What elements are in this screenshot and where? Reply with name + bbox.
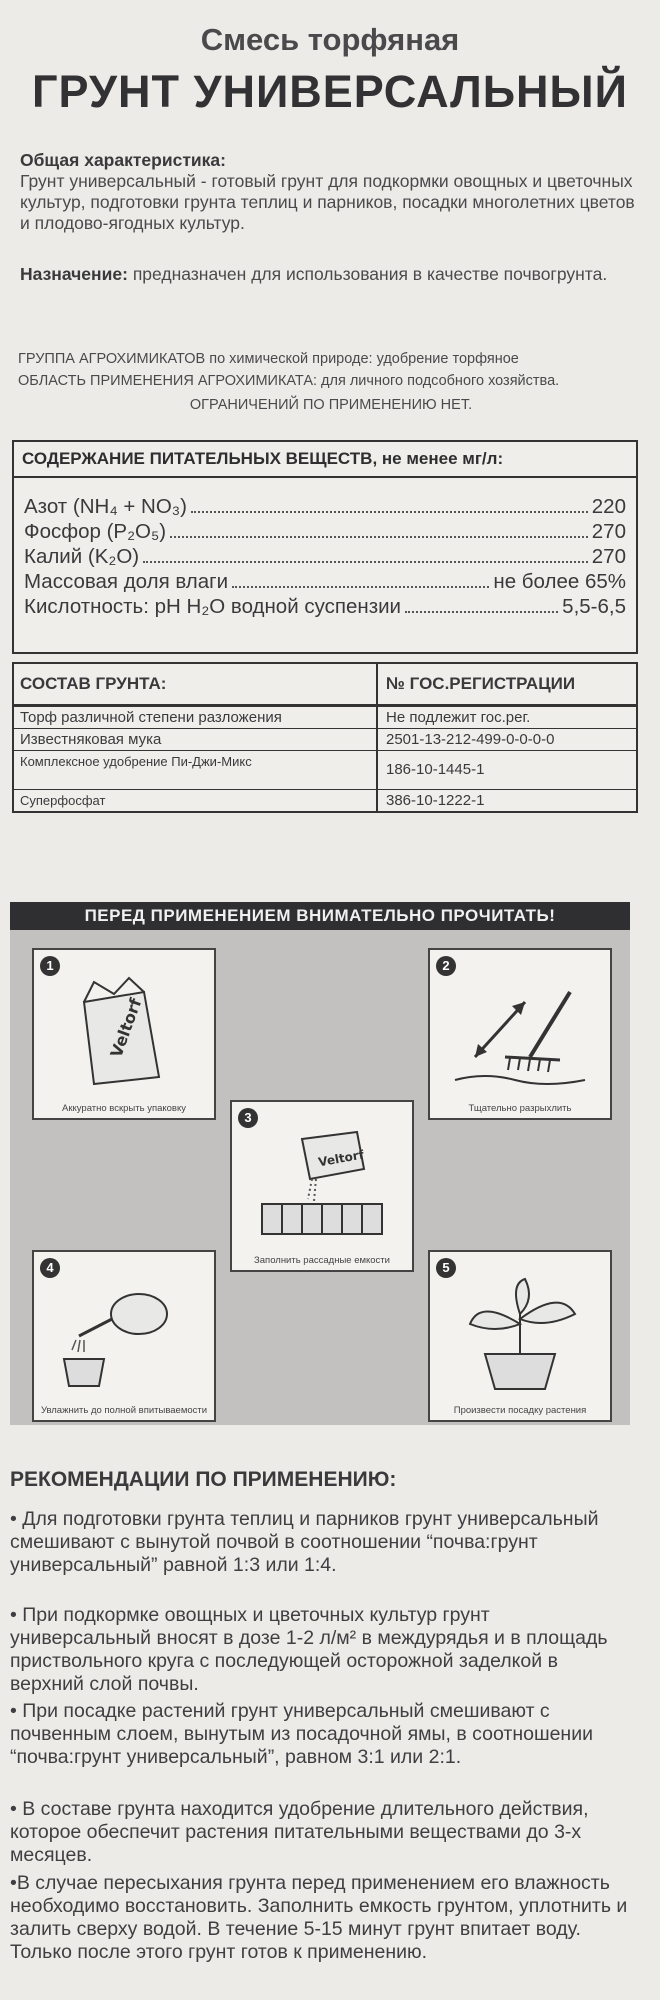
nutrient-row [14,494,636,519]
nutrient-row [14,519,636,544]
product-title: ГРУНТ УНИВЕРСАЛЬНЫЙ [32,66,628,117]
composition-header [14,664,636,706]
warning-banner: ПЕРЕД ПРИМЕНЕНИЕМ ВНИМАТЕЛЬНО ПРОЧИТАТЬ! [10,902,630,930]
composition-reg: 386-10-1222-1 [386,792,485,809]
composition-item: Известняковая мука [14,729,378,750]
recommendation-item: • При подкормке овощных и цветочных культур грунт универсальный вносят в дозе 1-2 л/м² в междурядья и в площадь приствольного круга с последующей осторожной заделкой в верхний слой почвы. [10,1604,608,1695]
nutrient-row [14,569,636,594]
step-number: 5 [436,1258,456,1278]
agro-area: ОБЛАСТЬ ПРИМЕНЕНИЯ АГРОХИМИКАТА: для личного подсобного хозяйства. [18,373,560,389]
nutrients-box [12,440,638,654]
nutrient-value: не более 65% [493,570,626,593]
nutrient-label: Азот (NH₄ + NO₃) [24,495,187,518]
nutrient-label: Массовая доля влаги [24,570,229,593]
general-label: Общая характеристика: [20,150,226,170]
nutrient-value: 5,5-6,5 [562,595,626,618]
rake-icon [450,972,590,1092]
composition-row [14,728,636,750]
general-description [20,150,640,234]
general-text: Грунт универсальный - готовый грунт для подкормки овощных и цветочных культур, подготовки грунта теплиц и парников, посадки многолетних цветов и плодово-ягодных культур. [20,171,635,233]
instructions-grid [10,930,630,1425]
composition-item: Суперфосфат [14,790,378,811]
nutrient-row [14,594,636,619]
seedling-tray-icon [252,1124,392,1244]
step-number: 4 [40,1258,60,1278]
step-open-package [32,948,216,1120]
step-caption: Увлажнить до полной впитываемости [40,1405,208,1416]
opened-bag-icon [54,972,194,1092]
step-caption: Заполнить рассадные емкости [254,1255,390,1266]
step-caption: Аккуратно вскрыть упаковку [62,1103,186,1114]
nutrient-label: Фосфор (P₂O₅) [24,520,167,543]
brand-text: Veltorf [106,995,146,1060]
composition-table [12,662,638,813]
step-fill-containers [230,1100,414,1272]
step-number: 1 [40,956,60,976]
nutrient-label: Калий (K₂O) [24,545,140,568]
composition-reg: 2501-13-212-499-0-0-0-0 [386,731,555,748]
composition-row [14,789,636,811]
recommendations-title: РЕКОМЕНДАЦИИ ПО ПРИМЕНЕНИЮ: [10,1468,397,1491]
composition-col-title: СОСТАВ ГРУНТА: [14,664,378,704]
step-number: 2 [436,956,456,976]
composition-reg: Не подлежит гос.рег. [386,709,531,726]
composition-row [14,750,636,789]
product-subtitle: Смесь торфяная [200,22,460,57]
nutrient-value: 270 [591,520,626,543]
step-plant [428,1250,612,1422]
step-caption: Тщательно разрыхлить [468,1103,572,1114]
step-caption: Произвести посадку растения [453,1405,587,1416]
composition-row [14,706,636,728]
composition-reg: 186-10-1445-1 [386,761,485,778]
step-water [32,1250,216,1422]
nutrient-label: Кислотность: рН H₂O водной суспензии [24,595,401,618]
potted-plant-icon [450,1274,590,1394]
purpose-text: предназначен для использования в качестве почвогрунта. [132,264,608,284]
nutrients-title: СОДЕРЖАНИЕ ПИТАТЕЛЬНЫХ ВЕЩЕСТВ, не менее мг/л: [14,442,636,478]
brand-text: Veltorf [317,1147,365,1170]
agro-group: ГРУППА АГРОХИМИКАТОВ по химической природе: удобрение торфяное [18,351,519,367]
nutrient-value: 270 [591,545,626,568]
agro-limits: ОГРАНИЧЕНИЙ ПО ПРИМЕНЕНИЮ НЕТ. [189,397,473,413]
nutrient-row [14,544,636,569]
recommendation-item: •В случае пересыхания грунта перед применением его влажность необходимо восстановить. Заполнить емкость грунтом, уплотнить и залить сверху водой. В течение 5-15 минут грунт впитает воду. Только после этого грунт готов к применению. [10,1872,628,1963]
watering-can-icon [54,1274,194,1394]
composition-item: Торф различной степени разложения [14,707,378,728]
registration-col-title: № ГОС.РЕГИСТРАЦИИ [386,674,576,693]
purpose-label: Назначение: [20,264,128,284]
step-number: 3 [238,1108,258,1128]
recommendation-item: • В составе грунта находится удобрение длительного действия, которое обеспечит растения питательными веществами до 3-х месяцев. [10,1798,589,1866]
step-loosen [428,948,612,1120]
nutrient-value: 220 [591,495,626,518]
recommendation-item: • Для подготовки грунта теплиц и парников грунт универсальный смешивают с вынутой почвой в соотношении “почва:грунт универсальный” равной 1:3 или 1:4. [10,1508,599,1576]
recommendation-item: • При посадке растений грунт универсальный смешивают с почвенным слоем, вынутым из посадочной ямы, в соотношении “почва:грунт универсальный”, равном 3:1 или 2:1. [10,1700,593,1768]
composition-item: Комплексное удобрение Пи-Джи-Микс [14,751,378,789]
purpose-description [20,264,640,285]
